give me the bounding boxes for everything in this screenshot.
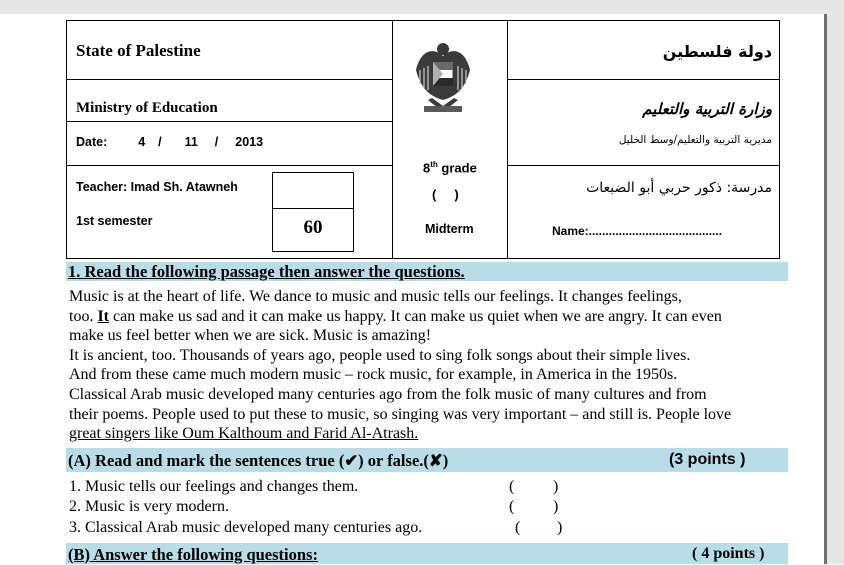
partB-title: (B) Answer the following questions: bbox=[68, 545, 318, 564]
partA-banner bbox=[66, 448, 788, 472]
passage-line bbox=[69, 307, 789, 327]
grade-suffix: th bbox=[430, 160, 438, 169]
date-sep: / bbox=[158, 135, 162, 149]
date-sep: / bbox=[214, 135, 219, 149]
passage-line: It is ancient, too. Thousands of years ago, people used to sing folk songs about their simple lives. bbox=[69, 346, 691, 364]
school-name-ar: مدرسة: ذكور حربي أبو الضبعات bbox=[586, 180, 772, 196]
highlighted-it: It bbox=[97, 307, 110, 325]
state-title-en: State of Palestine bbox=[76, 41, 201, 60]
date-day: 4 bbox=[138, 135, 146, 149]
date-month: 11 bbox=[184, 135, 198, 149]
directorate-ar: مديرية التربية والتعليم/وسط الخليل bbox=[618, 134, 772, 146]
answer-paren-open[interactable]: ( bbox=[515, 519, 521, 536]
passage-line: their poems. People used to put these to music, so singing was very important – and still is. People love bbox=[69, 405, 732, 423]
partA-title-text: (A) Read and mark the sentences true ( bbox=[68, 451, 345, 470]
answer-paren-open[interactable]: ( bbox=[509, 478, 515, 495]
partB-banner bbox=[66, 543, 788, 564]
page-shadow bbox=[824, 14, 827, 564]
reading-passage bbox=[69, 287, 789, 444]
ministry-title-en: Ministry of Education bbox=[76, 100, 218, 116]
viewer-top-bar bbox=[0, 0, 844, 14]
check-icon: ✔ bbox=[344, 452, 359, 470]
viewer-scroll-gutter[interactable] bbox=[826, 0, 844, 564]
grade-paren: ( ) bbox=[432, 187, 459, 202]
partA-points: (3 points ) bbox=[669, 451, 746, 468]
cross-icon: ✘ bbox=[428, 452, 443, 470]
ministry-title-ar: وزارة التربية والتعليم bbox=[642, 100, 772, 118]
partA-title-text: ) bbox=[442, 451, 449, 470]
exam-type: Midterm bbox=[425, 222, 474, 236]
passage-line: And from these came much modern music – rock music, for example, in America in the 1950s. bbox=[69, 366, 678, 384]
exam-page bbox=[0, 14, 824, 564]
partA-title bbox=[68, 451, 448, 471]
date-year: 2013 bbox=[235, 135, 264, 149]
answer-paren-close[interactable]: ) bbox=[553, 498, 559, 515]
total-score: 60 bbox=[303, 217, 323, 238]
tf-item-1: 1. Music tells our feelings and changes them. bbox=[69, 478, 359, 495]
section1-banner bbox=[66, 262, 788, 281]
answer-paren-close[interactable]: ) bbox=[553, 478, 559, 495]
answer-paren-close[interactable]: ) bbox=[557, 519, 563, 536]
answer-paren-open[interactable]: ( bbox=[509, 498, 515, 515]
grade-number: 8 bbox=[423, 160, 431, 176]
teacher-name: Teacher: Imad Sh. Atawneh bbox=[76, 180, 238, 194]
passage-line: make us feel better when we are sick. Music is amazing! bbox=[69, 327, 432, 345]
student-name-field: Name:........................................ bbox=[552, 224, 723, 238]
passage-line: Music is at the heart of life. We dance to music and music tells our feelings. It changes feelings, bbox=[69, 288, 682, 305]
exam-header bbox=[66, 20, 780, 259]
tf-item-2: 2. Music is very modern. bbox=[69, 498, 229, 515]
partA-title-text: ) or false.( bbox=[358, 451, 429, 470]
date-row bbox=[76, 135, 263, 149]
semester-label: 1st semester bbox=[76, 214, 153, 228]
date-label: Date: bbox=[76, 135, 108, 149]
section1-title: 1. Read the following passage then answer the questions. bbox=[68, 262, 465, 281]
passage-fragment: too. bbox=[69, 307, 98, 325]
passage-fragment: can make us sad and it can make us happy. It can make us quiet when we are angry. It can even bbox=[109, 307, 722, 325]
palestine-eagle-emblem bbox=[414, 40, 472, 118]
grade-word: grade bbox=[441, 160, 477, 176]
partB-points: ( 4 points ) bbox=[692, 545, 765, 562]
state-title-ar: دولة فلسطين bbox=[662, 42, 772, 61]
passage-line: great singers like Oum Kalthoum and Farid Al-Atrash. bbox=[69, 425, 419, 443]
grade-label bbox=[423, 160, 477, 175]
tf-item-3: 3. Classical Arab music developed many centuries ago. bbox=[69, 519, 423, 536]
score-box bbox=[272, 172, 354, 252]
passage-line: Classical Arab music developed many centuries ago from the folk music of many cultures and from bbox=[69, 385, 707, 403]
